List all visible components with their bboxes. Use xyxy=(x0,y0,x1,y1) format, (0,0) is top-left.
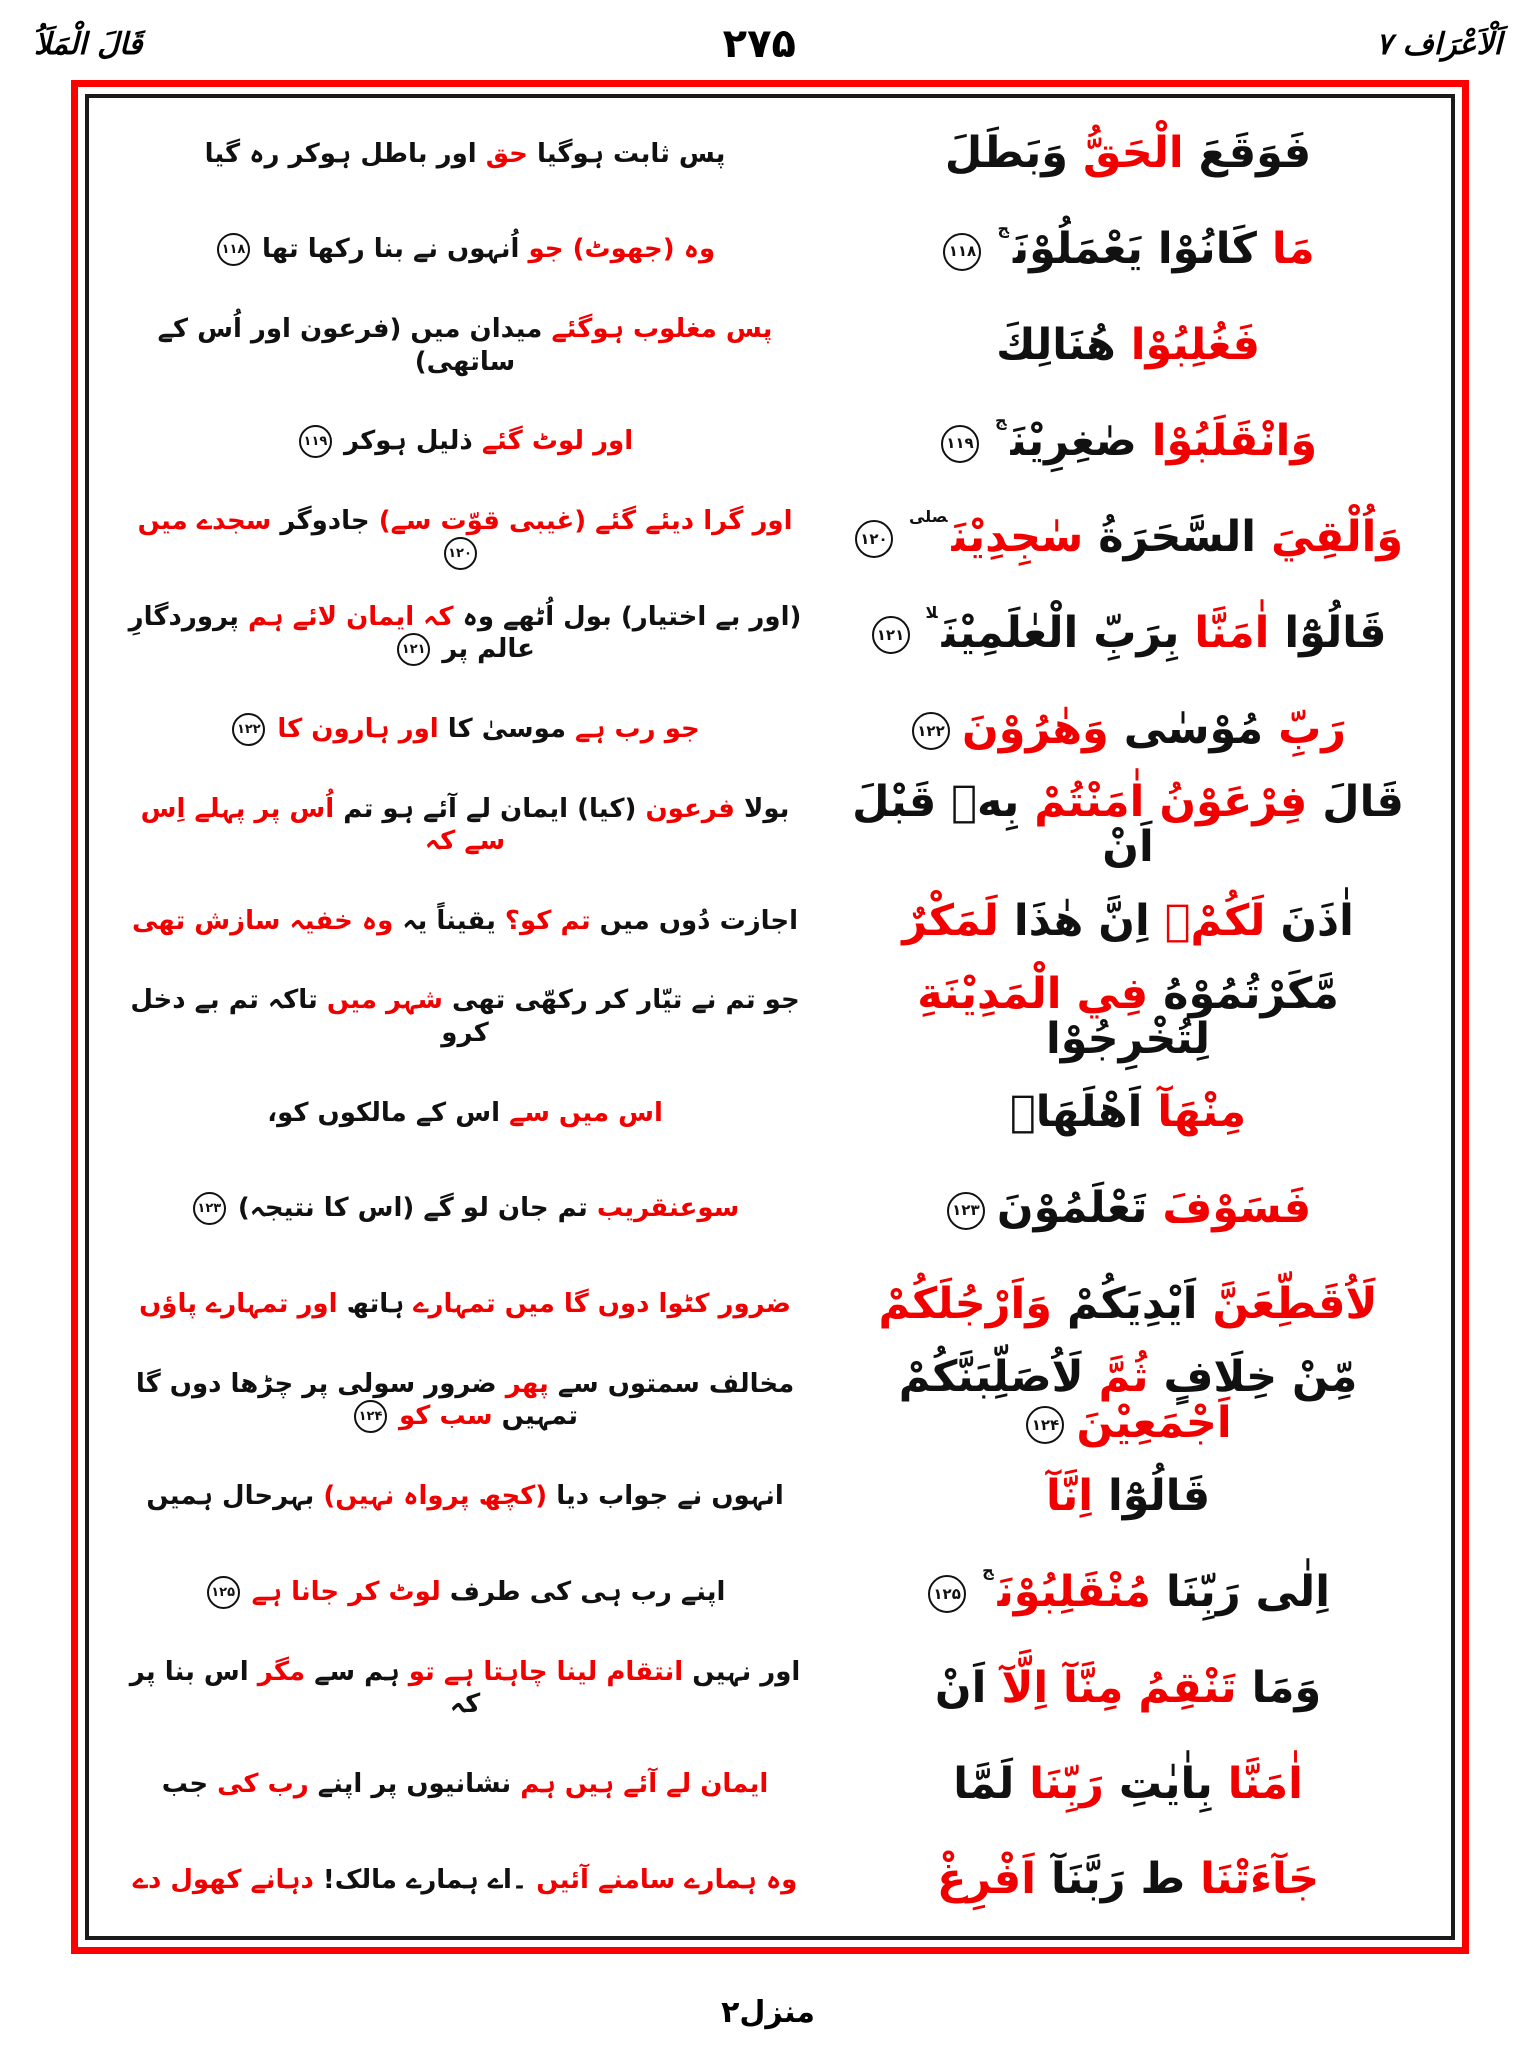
text-segment: اور لوٹ گئے xyxy=(472,426,634,457)
text-segment: سوعنقریب xyxy=(596,1193,740,1224)
waqf-mark: ج xyxy=(997,218,1009,238)
text-segment: لَمَّا xyxy=(953,1758,1030,1809)
text-segment: ثُمَّ xyxy=(1098,1352,1149,1403)
text-segment: اجازت دُوں میں xyxy=(590,905,799,936)
text-segment: وَاُلْقِيَ xyxy=(1271,511,1404,562)
text-segment: جادوگر xyxy=(271,505,370,536)
text-segment: مُوْسٰى xyxy=(1108,703,1279,754)
text-segment: لوٹ کر جانا ہے xyxy=(251,1576,441,1607)
arabic-line xyxy=(823,106,1433,202)
text-segment: اپنے رب ہی کی طرف xyxy=(440,1576,726,1607)
verse-number-badge: ۱۲۵ xyxy=(928,1575,966,1613)
text-segment: پھر xyxy=(505,1368,549,1399)
text-segment: بِهٖ قَبْلَ اَنْ xyxy=(852,777,1154,873)
text-segment: كَانُوْا يَعْمَلُوْنَ xyxy=(1012,224,1272,275)
text-segment: اَهْلَهَاۚ xyxy=(1009,1087,1158,1138)
text-segment: شہر میں xyxy=(326,985,443,1016)
text-segment: اور ہارون کا xyxy=(277,713,439,744)
arabic-line xyxy=(823,585,1433,681)
text-segment: اور نہیں xyxy=(683,1656,801,1687)
text-segment: اس میں سے xyxy=(509,1097,663,1128)
text-segment: فِرْعَوْنُ اٰمَنْتُمْ xyxy=(1034,777,1308,828)
verse-number-badge: ۱۲۳ xyxy=(193,1192,226,1225)
text-segment: (اور بے اختیار) بول اُٹھے وہ xyxy=(453,601,802,632)
urdu-line xyxy=(107,298,823,394)
verse-number-badge: ۱۱۹ xyxy=(941,425,979,463)
text-segment: وَهٰرُوْنَ xyxy=(962,703,1109,754)
text-segment: بِرَبِّ الْعٰلَمِيْنَ xyxy=(941,607,1195,658)
text-segment: ذلیل ہوکر xyxy=(343,426,473,457)
text-segment: یقیناً یہ xyxy=(393,905,505,936)
text-segment: اٰمَنَّا xyxy=(1194,607,1270,658)
arabic-line xyxy=(823,681,1433,777)
text-segment: میدان میں (فرعون اور اُس کے ساتھی) xyxy=(157,314,543,377)
text-segment: فِي الْمَدِيْنَةِ xyxy=(917,968,1149,1019)
text-segment: سٰجِدِيْنَ xyxy=(951,511,1084,562)
text-segment: جَآءَتْنَا xyxy=(1200,1854,1320,1905)
urdu-line xyxy=(107,681,823,777)
text-segment: قَالُوْٓا xyxy=(1269,607,1387,658)
text-segment: ہم سے xyxy=(305,1656,409,1687)
urdu-line xyxy=(107,1736,823,1832)
text-segment: صٰغِرِيْنَ xyxy=(1010,416,1152,467)
text-segment: رب کی xyxy=(217,1768,309,1799)
text-segment: تَنْقِمُ مِنَّآ اِلَّآ xyxy=(1001,1662,1237,1713)
text-segment: فرعون xyxy=(645,793,735,824)
urdu-line xyxy=(107,585,823,681)
text-segment: (کچھ پرواہ نہیں) xyxy=(323,1481,548,1512)
text-segment: ایمان لے آئے ہیں ہم xyxy=(511,1768,769,1799)
text-segment: مخالف سمتوں سے xyxy=(548,1368,795,1399)
verse-number-badge: ۱۲۲ xyxy=(232,713,265,746)
content-grid xyxy=(107,106,1433,1928)
verse-number-badge: ۱۲۲ xyxy=(912,712,950,750)
arabic-line xyxy=(823,777,1433,873)
text-segment: نشانیوں پر اپنے xyxy=(308,1768,512,1799)
text-segment: اَفْرِغْ xyxy=(936,1854,1036,1905)
text-segment: کہ ایمان لائے ہم xyxy=(238,601,454,632)
text-segment: انہوں نے جواب دیا xyxy=(547,1481,784,1512)
verse-number-badge: ۱۲۴ xyxy=(1026,1406,1064,1444)
verse-number-badge: ۱۲۱ xyxy=(397,633,430,666)
verse-number-badge: ۱۲۰ xyxy=(444,537,477,570)
urdu-line xyxy=(107,873,823,969)
page-frame-inner xyxy=(85,94,1455,1940)
text-segment: اور تمہارے پاؤں xyxy=(139,1289,338,1320)
text-segment: فَسَوْفَ xyxy=(1162,1183,1312,1234)
arabic-line xyxy=(823,1449,1433,1545)
text-segment: اس بنا پر کہ xyxy=(129,1656,481,1720)
arabic-line xyxy=(823,1257,1433,1353)
arabic-line xyxy=(823,1640,1433,1736)
urdu-line xyxy=(107,1544,823,1640)
arabic-line xyxy=(823,1353,1433,1449)
urdu-line xyxy=(107,777,823,873)
text-segment: اور گرا دیئے گئے (غیبی قوّت سے) xyxy=(369,505,793,536)
text-segment: ط رَبَّنَآ xyxy=(1035,1854,1201,1905)
arabic-line xyxy=(823,1736,1433,1832)
arabic-line xyxy=(823,969,1433,1065)
text-segment: مِنْهَآ xyxy=(1157,1087,1247,1138)
text-segment: اور باطل ہوکر رہ گیا xyxy=(204,138,486,169)
arabic-line xyxy=(823,873,1433,969)
page-frame xyxy=(71,80,1469,1954)
text-segment: ضرور کٹوا دوں گا میں تمہارے xyxy=(404,1289,791,1320)
text-segment: وَبَطَلَ xyxy=(944,128,1083,179)
urdu-line xyxy=(107,1257,823,1353)
text-segment: اَيْدِيَكُمْ xyxy=(1051,1279,1213,1330)
arabic-line xyxy=(823,1161,1433,1257)
text-segment: لَكُمْۚ xyxy=(1164,895,1266,946)
text-segment: اٰذَنَ xyxy=(1265,895,1354,946)
text-segment: فَوَقَعَ xyxy=(1183,128,1312,179)
text-segment: السَّحَرَةُ xyxy=(1083,511,1271,562)
waqf-mark: صلی xyxy=(908,506,948,526)
page-header xyxy=(0,14,1536,74)
text-segment: رَبِّنَا xyxy=(1029,1758,1104,1809)
text-segment: جو رب ہے xyxy=(565,713,700,744)
text-segment: فَغُلِبُوْا xyxy=(1130,320,1260,371)
text-segment: تَعْلَمُوْنَ xyxy=(996,1183,1163,1234)
text-segment: ہاتھ xyxy=(337,1289,405,1320)
urdu-line xyxy=(107,1449,823,1545)
juz-name: قَالَ الْمَلَاُ xyxy=(34,26,143,62)
text-segment: الْحَقُّ xyxy=(1082,128,1184,179)
text-segment: اِنَّآ xyxy=(1045,1470,1093,1521)
waqf-mark: ج xyxy=(994,410,1007,430)
verse-number-badge: ۱۲۱ xyxy=(872,616,910,654)
text-segment: موسیٰ کا xyxy=(438,713,566,744)
arabic-line xyxy=(823,490,1433,586)
text-segment: اُنہوں نے بنا رکھا تھا xyxy=(261,234,520,265)
text-segment: سب کو xyxy=(398,1401,493,1432)
urdu-line xyxy=(107,1065,823,1161)
text-segment: مگر xyxy=(257,1656,306,1687)
text-segment: اٰمَنَّا xyxy=(1227,1758,1303,1809)
text-segment: مُنْقَلِبُوْنَ xyxy=(997,1566,1151,1617)
text-segment: وَمَا xyxy=(1236,1662,1322,1713)
text-segment: لَاُصَلِّبَنَّكُمْ xyxy=(898,1352,1099,1403)
arabic-line xyxy=(823,298,1433,394)
text-segment: پس ثابت ہوگیا xyxy=(527,138,726,169)
arabic-line xyxy=(823,1065,1433,1161)
text-segment: قَالَ xyxy=(1307,777,1404,828)
surah-name: اَلْاَعْرَاف ۷ xyxy=(1376,26,1502,62)
urdu-line xyxy=(107,1161,823,1257)
text-segment: اَجْمَعِيْنَ xyxy=(1076,1397,1232,1448)
text-segment: دہانے کھول دے xyxy=(132,1864,314,1895)
text-segment: بولا xyxy=(734,793,790,824)
text-segment: پروردگارِ عالم پر xyxy=(128,601,535,665)
waqf-mark: ج xyxy=(982,1561,994,1581)
arabic-line xyxy=(823,1544,1433,1640)
text-segment: وہ (جھوٹ) جو xyxy=(519,234,716,265)
text-segment: قَالُوْٓا xyxy=(1092,1470,1211,1521)
text-segment: حق xyxy=(485,138,528,169)
text-segment: انتقام لینا چاہتا ہے تو xyxy=(408,1656,684,1687)
urdu-line xyxy=(107,969,823,1065)
text-segment: اُس پر پہلے اِس سے کہ xyxy=(140,793,506,857)
verse-number-badge: ۱۲۰ xyxy=(855,520,893,558)
text-segment: مَا xyxy=(1271,224,1315,275)
text-segment: (کیا) ایمان لے آئے ہو تم xyxy=(334,793,646,824)
text-segment: مَّكَرْتُمُوْهُ xyxy=(1148,968,1339,1019)
text-segment: ۔اے ہمارے مالک! xyxy=(313,1864,537,1895)
text-segment: وہ خفیہ سازش تھی xyxy=(132,905,394,936)
verse-number-badge: ۱۱۸ xyxy=(217,233,250,266)
arabic-line xyxy=(823,202,1433,298)
arabic-line xyxy=(823,1832,1433,1928)
verse-number-badge: ۱۲۳ xyxy=(947,1192,985,1230)
verse-number-badge: ۱۱۹ xyxy=(299,425,332,458)
urdu-line xyxy=(107,106,823,202)
manzil-label: منزل۲ xyxy=(721,1995,815,2030)
text-segment: جو تم نے تیّار کر رکھّی تھی xyxy=(442,985,800,1016)
text-segment: رَبِّ xyxy=(1278,703,1347,754)
verse-number-badge: ۱۲۵ xyxy=(207,1576,240,1609)
text-segment: هُنَالِكَ xyxy=(996,320,1131,371)
text-segment: وہ ہمارے سامنے آئیں xyxy=(536,1864,798,1895)
urdu-line xyxy=(107,1832,823,1928)
text-segment: لِتُخْرِجُوْا xyxy=(1045,1013,1211,1064)
text-segment: ضرور سولی پر چڑھا دوں گا تمہیں xyxy=(135,1368,579,1432)
waqf-mark: لا xyxy=(925,602,938,622)
text-segment: وَاَرْجُلَكُمْ xyxy=(878,1279,1052,1330)
text-segment: لَاُقَطِّعَنَّ xyxy=(1212,1279,1378,1330)
verse-number-badge: ۱۱۸ xyxy=(943,233,981,271)
urdu-line xyxy=(107,202,823,298)
urdu-line xyxy=(107,1640,823,1736)
text-segment: مِّنْ خِلَافٍ xyxy=(1148,1352,1358,1403)
arabic-line xyxy=(823,394,1433,490)
urdu-line xyxy=(107,1353,823,1449)
text-segment: اِنَّ هٰذَا xyxy=(998,895,1165,946)
text-segment: بہرحال ہمیں xyxy=(146,1481,324,1512)
text-segment: تم کو؟ xyxy=(504,905,591,936)
text-segment: بِاٰيٰتِ xyxy=(1103,1758,1228,1809)
urdu-line xyxy=(107,394,823,490)
text-segment: اس کے مالکوں کو، xyxy=(267,1097,510,1128)
text-segment: تاکہ تم بے دخل کرو xyxy=(130,985,489,1048)
text-segment: جب xyxy=(161,1768,218,1799)
text-segment: پس مغلوب ہوگئے xyxy=(542,314,773,345)
text-segment: تم جان لو گے (اس کا نتیجہ) xyxy=(237,1193,597,1224)
text-segment: سجدے میں xyxy=(137,505,272,536)
verse-number-badge: ۱۲۴ xyxy=(354,1400,387,1433)
text-segment: اَنْ xyxy=(934,1662,1002,1713)
text-segment: اِلٰى رَبِّنَا xyxy=(1151,1566,1330,1617)
text-segment: لَمَكْرٌ xyxy=(902,895,999,946)
page-number: ۲۷۵ xyxy=(722,21,796,67)
urdu-line xyxy=(107,490,823,586)
text-segment: وَانْقَلَبُوْا xyxy=(1151,416,1318,467)
